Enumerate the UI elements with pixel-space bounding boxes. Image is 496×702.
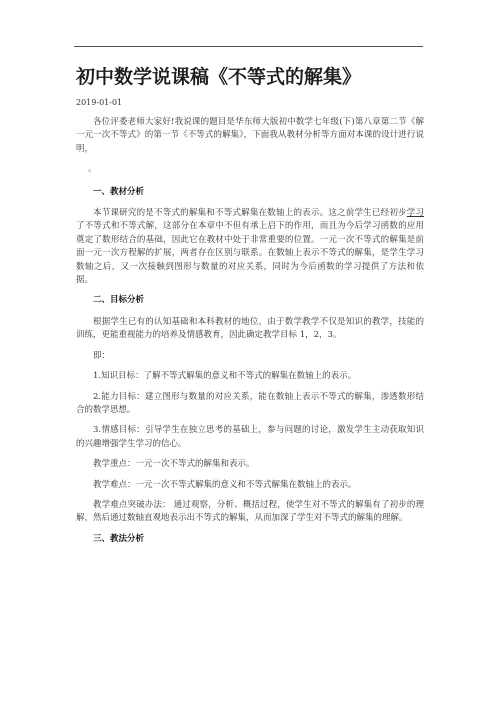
- goal-paragraph-namely: 即：: [93, 350, 111, 361]
- section-heading-textbook-analysis: 一、教材分析: [93, 186, 145, 197]
- goal-emotion: 3.情感目标：引导学生在独立思考的基础上，参与问题的讨论，激发学生主动获取知识的兴趣增强学生学习的信心。: [76, 425, 424, 449]
- section-heading-method-analysis: 三、教法分析: [93, 533, 145, 544]
- teaching-focus: 教学重点：一元一次不等式的解集和表示。: [93, 459, 255, 470]
- textbook-analysis-text-post: 了不等式和不等式解，这部分在本章中不但有承上启下的作用，而且为今后学习函数的应用奠定了数形结合的基础，因此它在教材中处于非常重要的位置。一元一次不等式的解集是前面一元一次方程解的扩展，两者存在区别与联系。在数轴上表示不等式的解集，是学生学习数轴之后，又一次接触到图形与数量的对应关系，同时为今后函数的学习提供了方法和依据。: [76, 221, 424, 286]
- textbook-analysis-paragraph: [76, 207, 424, 287]
- goal-knowledge: 1.知识目标：了解不等式解集的意义和不等式的解集在数轴上的表示。: [93, 371, 357, 382]
- teaching-difficulty: 教学难点：一元一次不等式解集的意义和不等式解集在数轴上的表示。: [93, 479, 357, 490]
- goal-ability: 2.能力目标：建立图形与数量的对应关系，能在数轴上表示不等式的解集，渗透数形结合的数学思想。: [76, 391, 424, 415]
- header-rule: [74, 46, 423, 47]
- separator-dot: 。: [88, 164, 98, 175]
- document-body: [76, 116, 424, 554]
- textbook-analysis-text-pre: 本节课研究的是不等式的解集和不等式解集在数轴上的表示。这之前学生已经初步: [93, 208, 407, 219]
- document-date: 2019-01-01: [76, 98, 123, 107]
- study-link[interactable]: 学习: [406, 208, 424, 219]
- difficulty-breakthrough: 教学难点突破办法： 通过观察，分析、概括过程，使学生对不等式的解集有了初步的理解，然后通过数轴直观地表示出不等式的解集，从而加深了学生对不等式的解集的理解。: [76, 499, 424, 524]
- section-heading-goal-analysis: 二、目标分析: [93, 295, 145, 306]
- goal-paragraph-intro: 根据学生已有的认知基础和本科教材的地位，由于数学教学不仅是知识的教学，技能的训练，更能重视能力的培养及情感教育，因此确定教学目标 1，2，3。: [76, 316, 424, 341]
- intro-paragraph: 各位评委老师大家好!我说课的题目是华东师大版初中数学七年级(下)第八章第二节《解一元一次不等式》的第一节《不等式的解集》，下面我从教材分析等方面对本课的设计进行说明，: [76, 117, 424, 154]
- document-title: 初中数学说课稿《不等式的解集》: [76, 66, 362, 88]
